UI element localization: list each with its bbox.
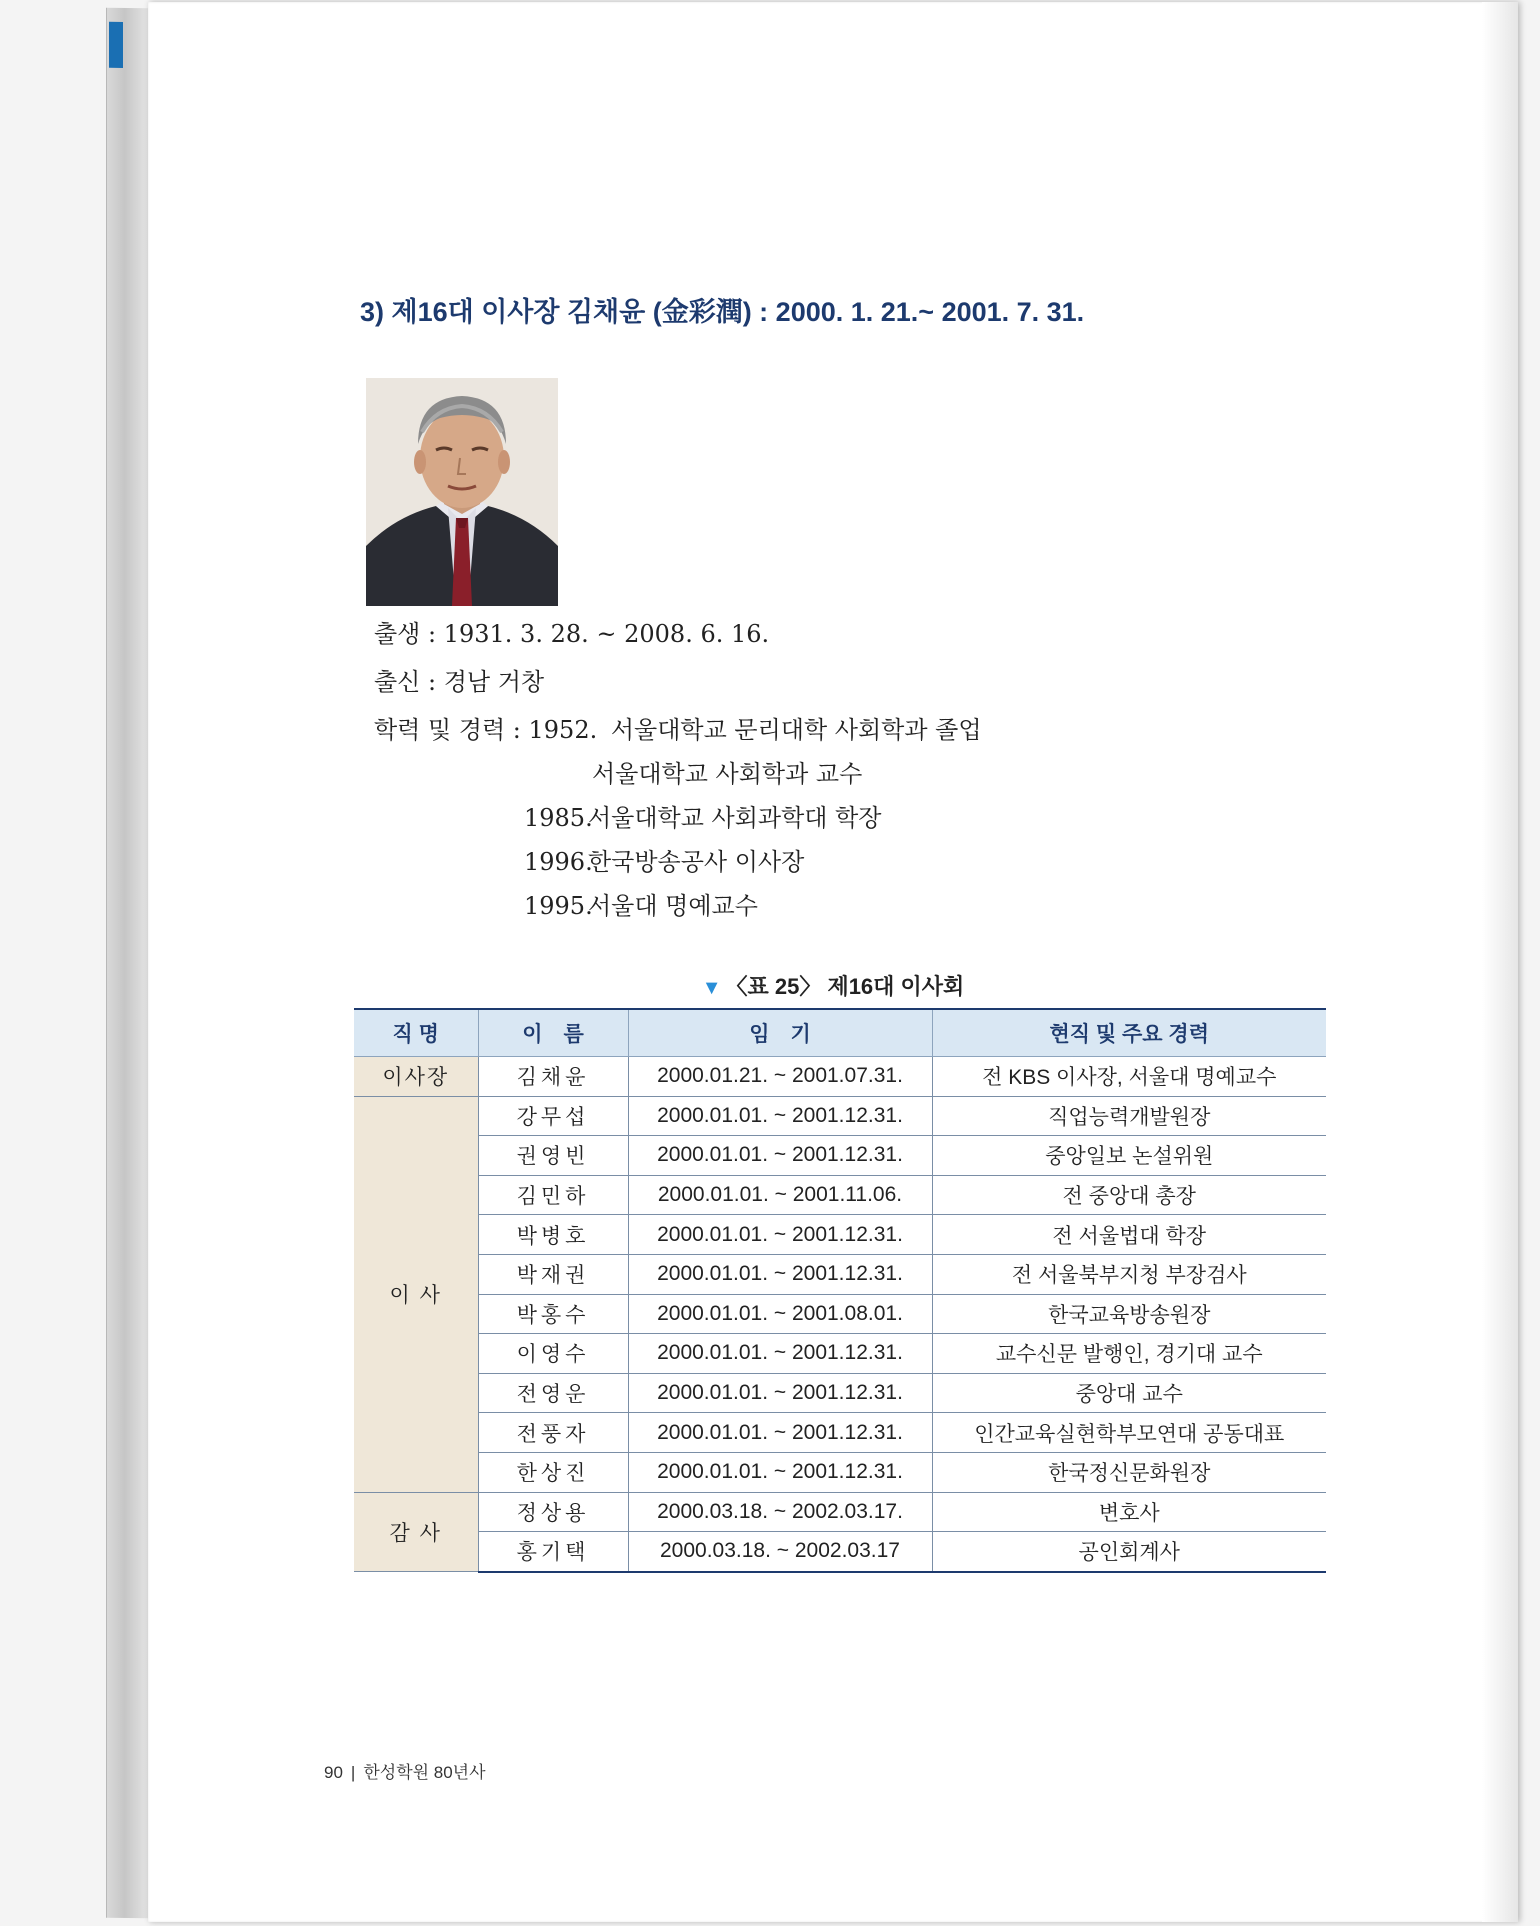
term-cell: 2000.01.01. ~ 2001.12.31. [628,1452,932,1492]
career-cell: 교수신문 발행인, 경기대 교수 [932,1334,1326,1374]
term-cell: 2000.01.01. ~ 2001.12.31. [628,1096,932,1136]
name-cell: 박병호 [478,1215,628,1255]
board-table [354,1008,1326,1573]
career-cell: 전 서울법대 학장 [932,1215,1326,1255]
page-curl-shadow [1482,2,1518,1922]
bookmark-tab [109,22,123,68]
career-cell: 중앙대 교수 [932,1373,1326,1413]
table-caption [148,970,1518,1001]
column-header-name: 이 름 [478,1009,628,1057]
table-row [354,1492,1326,1532]
book-title: 한성학원 80년사 [363,1763,486,1782]
career-text: 한국방송공사 이사장 [588,848,805,876]
section-heading: 3) 제16대 이사장 김채윤 (金彩潤) : 2000. 1. 21.~ 2001. 7. 31. [360,297,1085,327]
career-label-line [374,710,982,745]
career-cell: 한국정신문화원장 [932,1452,1326,1492]
name-cell: 김채윤 [478,1057,628,1097]
career-cell: 중앙일보 논설위원 [932,1136,1326,1176]
origin-line: 출신 : 경남 거창 [374,668,545,696]
document-page [148,2,1518,1922]
term-cell: 2000.01.01. ~ 2001.08.01. [628,1294,932,1334]
term-cell: 2000.01.01. ~ 2001.12.31. [628,1136,932,1176]
footer-divider: | [350,1763,356,1782]
career-entry [524,842,804,877]
name-cell: 전영운 [478,1373,628,1413]
term-cell: 2000.01.01. ~ 2001.12.31. [628,1215,932,1255]
career-year: 1996. [524,848,593,876]
table-row [354,1452,1326,1492]
portrait-image [366,378,558,606]
name-cell: 강무섭 [478,1096,628,1136]
table-row [354,1057,1326,1097]
career-label: 학력 및 경력 : 1952. [374,716,598,744]
table-row [354,1294,1326,1334]
role-cell: 이 사 [354,1096,478,1492]
table-header-row [354,1009,1326,1057]
career-entry [524,798,881,833]
career-year: 1985. [524,804,593,832]
table-row [354,1096,1326,1136]
term-cell: 2000.01.01. ~ 2001.11.06. [628,1175,932,1215]
column-header-position: 직 명 [354,1009,478,1057]
triangle-down-icon: ▼ [701,977,722,999]
career-cell: 전 서울북부지청 부장검사 [932,1254,1326,1294]
career-year: 1995. [524,892,593,920]
career-cell: 한국교육방송원장 [932,1294,1326,1334]
name-cell: 한상진 [478,1452,628,1492]
career-entry: 서울대학교 문리대학 사회학과 졸업 [610,716,982,744]
name-cell: 박홍수 [478,1294,628,1334]
career-cell: 변호사 [932,1492,1326,1532]
career-text: 서울대학교 사회과학대 학장 [588,804,882,832]
name-cell: 정상용 [478,1492,628,1532]
table-row [354,1334,1326,1374]
role-cell: 감 사 [354,1492,478,1572]
page-number: 90 [324,1763,343,1782]
term-cell: 2000.03.18. ~ 2002.03.17 [628,1532,932,1572]
career-cell: 전 중앙대 총장 [932,1175,1326,1215]
table-row [354,1136,1326,1176]
term-cell: 2000.01.01. ~ 2001.12.31. [628,1413,932,1453]
career-entry: 서울대학교 사회학과 교수 [592,760,863,788]
table-row [354,1254,1326,1294]
book-page-stack [106,8,151,1918]
name-cell: 권영빈 [478,1136,628,1176]
name-cell: 김민하 [478,1175,628,1215]
table-row [354,1532,1326,1572]
table-row [354,1373,1326,1413]
term-cell: 2000.01.21. ~ 2001.07.31. [628,1057,932,1097]
career-entry [524,886,758,921]
birth-line: 출생 : 1931. 3. 28. ~ 2008. 6. 16. [374,620,770,648]
career-cell: 직업능력개발원장 [932,1096,1326,1136]
term-cell: 2000.03.18. ~ 2002.03.17. [628,1492,932,1532]
term-cell: 2000.01.01. ~ 2001.12.31. [628,1373,932,1413]
role-cell: 이사장 [354,1057,478,1097]
career-cell: 공인회계사 [932,1532,1326,1572]
name-cell: 이영수 [478,1334,628,1374]
table-row [354,1413,1326,1453]
column-header-career: 현직 및 주요 경력 [932,1009,1326,1057]
name-cell: 전풍자 [478,1413,628,1453]
career-text: 서울대 명예교수 [588,892,758,920]
name-cell: 박재권 [478,1254,628,1294]
term-cell: 2000.01.01. ~ 2001.12.31. [628,1334,932,1374]
table-row [354,1215,1326,1255]
table-row [354,1175,1326,1215]
term-cell: 2000.01.01. ~ 2001.12.31. [628,1254,932,1294]
page-footer [324,1758,486,1783]
career-cell: 전 KBS 이사장, 서울대 명예교수 [932,1057,1326,1097]
column-header-term: 임 기 [628,1009,932,1057]
name-cell: 홍기택 [478,1532,628,1572]
portrait-photo [366,378,558,606]
career-cell: 인간교육실현학부모연대 공동대표 [932,1413,1326,1453]
table-caption-text: 〈표 25〉 제16대 이사회 [725,974,965,999]
